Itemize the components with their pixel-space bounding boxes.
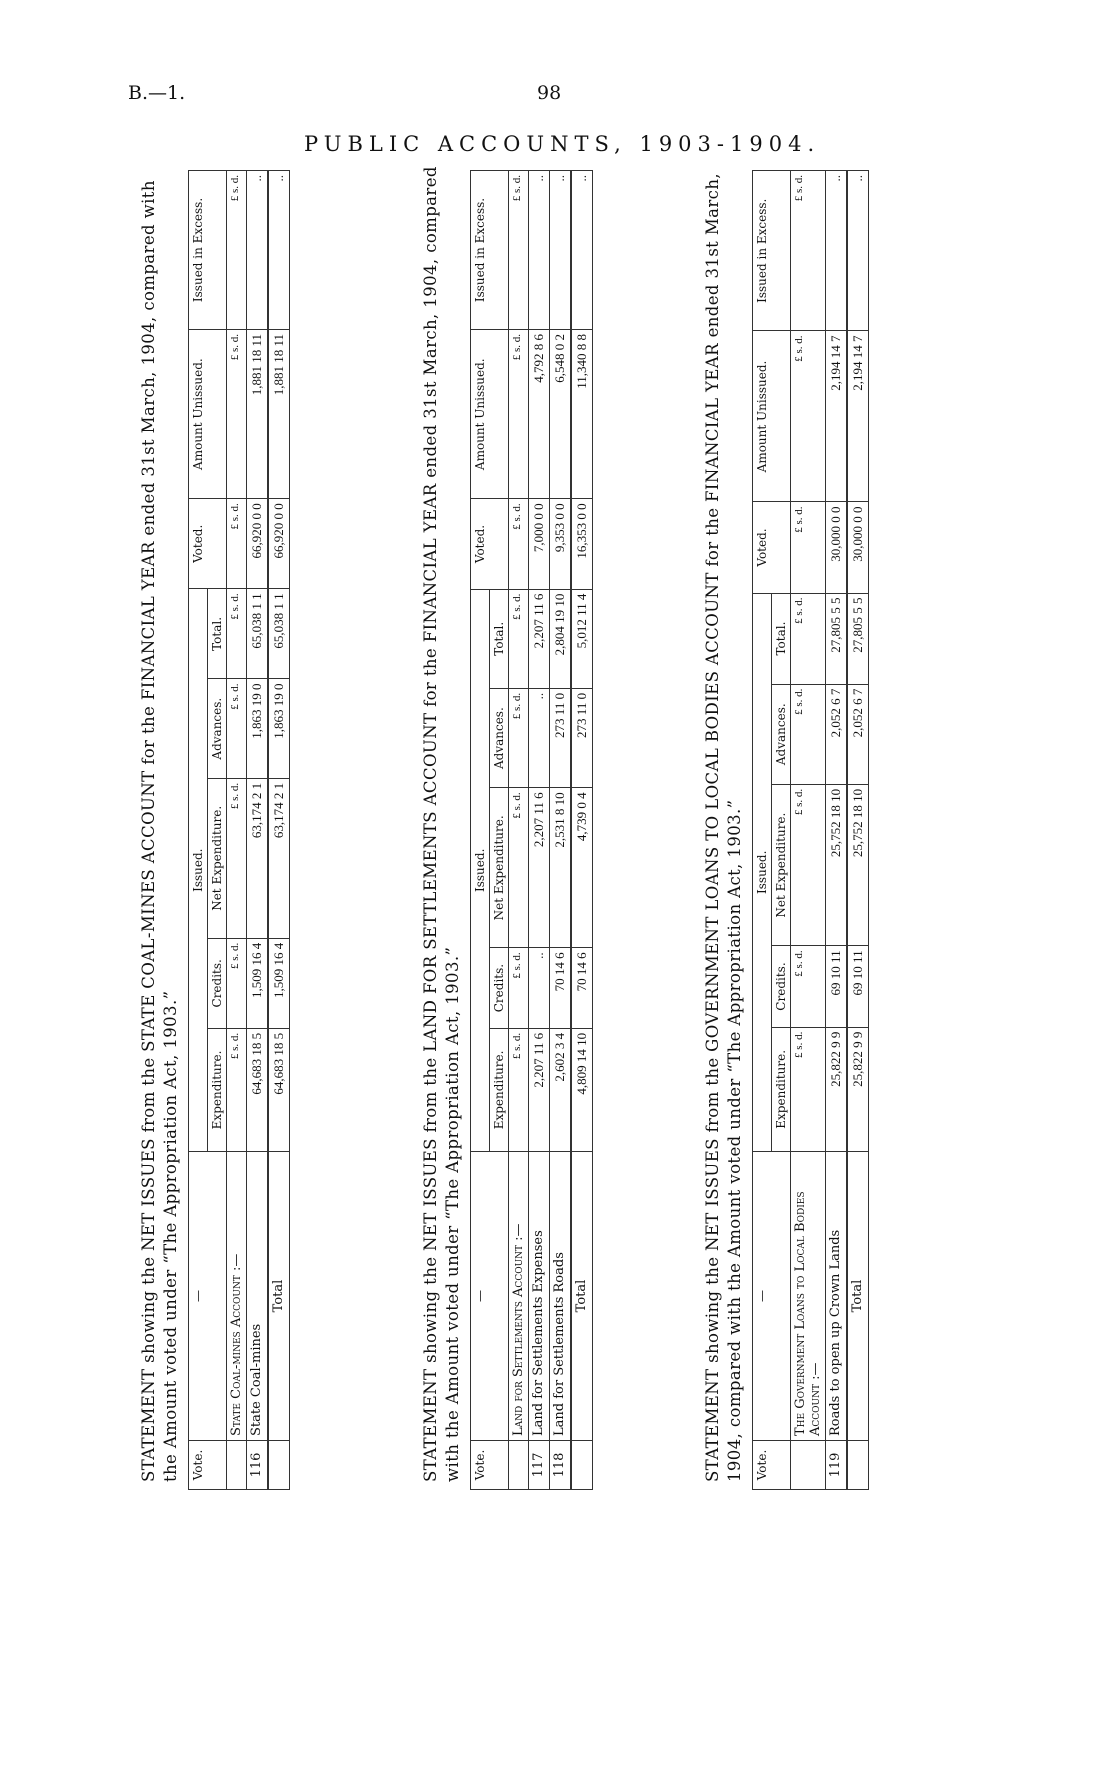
- table-row: [791, 171, 826, 1490]
- col-description: —: [471, 1152, 509, 1441]
- table-row: [826, 171, 848, 1490]
- cell-unissued: 1,881 18 11: [268, 329, 290, 498]
- cell-excess: ..: [826, 171, 848, 332]
- lsd-unit: £ s. d.: [227, 938, 247, 1028]
- lsd-unit: £ s. d.: [509, 171, 529, 330]
- cell-voted: 66,920 0 0: [247, 499, 269, 589]
- cell-total: 27,805 5 5: [826, 593, 848, 684]
- table-row: [550, 171, 572, 1490]
- lsd-unit: £ s. d.: [791, 1027, 826, 1151]
- lsd-unit: £ s. d.: [509, 330, 529, 499]
- cell-unissued: 4,792 8 6: [529, 330, 550, 499]
- statement-local-bodies-loans: [702, 160, 869, 1490]
- cell-total: 2,207 11 6: [529, 589, 550, 688]
- table-row: [227, 171, 247, 1490]
- vote-number: 116: [247, 1441, 269, 1490]
- col-net-expenditure: Net Expenditure.: [772, 784, 791, 946]
- group-label: Land for Settlements Account :—: [511, 1223, 526, 1436]
- cell-net: 2,207 11 6: [529, 788, 550, 948]
- lsd-unit: £ s. d.: [509, 948, 529, 1028]
- col-excess: Issued in Excess.: [753, 171, 791, 332]
- cell-excess: ..: [571, 171, 593, 330]
- row-name: Land for Settlements Expenses: [529, 1152, 550, 1441]
- col-vote: Vote.: [471, 1441, 509, 1490]
- total-row: [847, 171, 869, 1490]
- cell-voted: 9,353 0 0: [550, 499, 572, 589]
- lsd-unit: £ s. d.: [791, 946, 826, 1027]
- cell-voted: 66,920 0 0: [268, 499, 290, 589]
- vote-number: 117: [529, 1441, 550, 1490]
- cell-total: 5,012 11 4: [571, 589, 593, 688]
- lsd-unit: £ s. d.: [509, 788, 529, 948]
- cell-net: 4,739 0 4: [571, 788, 593, 948]
- cell-excess: ..: [268, 171, 290, 330]
- cell-credits: 70 14 6: [571, 948, 593, 1028]
- vote-number: 119: [826, 1441, 848, 1490]
- col-advances: Advances.: [208, 679, 227, 778]
- lsd-unit: £ s. d.: [227, 778, 247, 938]
- cell-voted: 16,353 0 0: [571, 499, 593, 589]
- col-expenditure: Expenditure.: [490, 1028, 509, 1151]
- cell-credits: ..: [529, 948, 550, 1028]
- cell-net: 25,752 18 10: [826, 784, 848, 946]
- lsd-unit: £ s. d.: [227, 171, 247, 330]
- lsd-unit: £ s. d.: [227, 679, 247, 778]
- cell-advances: 273 11 0: [571, 688, 593, 787]
- lsd-unit: £ s. d.: [509, 499, 529, 589]
- col-issued: Issued.: [471, 589, 490, 1151]
- cell-net: 63,174 2 1: [268, 778, 290, 938]
- page-title: PUBLIC ACCOUNTS, 1903-1904.: [304, 132, 821, 156]
- cell-expenditure: 64,683 18 5: [268, 1028, 290, 1151]
- statement-caption: STATEMENT showing the NET ISSUES from the LAND FOR SETTLEMENTS ACCOUNT for the FINANCIAL YEAR ended 31st March, 1904, compared with the Amount voted under “The Appropriation Act, 1903.”: [421, 166, 462, 1482]
- col-total: Total.: [208, 589, 227, 679]
- col-voted: Voted.: [753, 502, 791, 593]
- cell-total: 2,804 19 10: [550, 589, 572, 688]
- total-label: Total: [847, 1152, 869, 1441]
- col-expenditure: Expenditure.: [772, 1027, 791, 1151]
- cell-expenditure: 64,683 18 5: [247, 1028, 269, 1151]
- lsd-unit: £ s. d.: [227, 1028, 247, 1151]
- col-issued: Issued.: [753, 593, 772, 1151]
- cell-expenditure: 2,602 3 4: [550, 1028, 572, 1151]
- col-vote: Vote.: [753, 1441, 791, 1490]
- col-total: Total.: [772, 593, 791, 684]
- lsd-unit: £ s. d.: [509, 589, 529, 688]
- col-unissued: Amount Unissued.: [189, 329, 227, 498]
- col-excess: Issued in Excess.: [189, 171, 227, 330]
- cell-credits: 69 10 11: [847, 946, 869, 1027]
- cell-advances: 1,863 19 0: [268, 679, 290, 778]
- total-row: [571, 171, 593, 1490]
- cell-advances: ..: [529, 688, 550, 787]
- col-unissued: Amount Unissued.: [753, 331, 791, 502]
- lsd-unit: £ s. d.: [509, 688, 529, 787]
- cell-total: 27,805 5 5: [847, 593, 869, 684]
- cell-credits: 70 14 6: [550, 948, 572, 1028]
- total-label: Total: [571, 1152, 593, 1441]
- statement-table: [752, 170, 869, 1490]
- col-advances: Advances.: [772, 684, 791, 784]
- lsd-unit: £ s. d.: [227, 329, 247, 498]
- vote-number: 118: [550, 1441, 572, 1490]
- total-label: Total: [268, 1152, 290, 1441]
- cell-expenditure: 25,822 9 9: [847, 1027, 869, 1151]
- statement-caption: STATEMENT showing the NET ISSUES from the GOVERNMENT LOANS TO LOCAL BODIES ACCOUNT for the FINANCIAL YEAR ended 31st March, 1904, compared with the Amount voted under “The Appropriation Act, 1903.”: [703, 173, 744, 1482]
- col-excess: Issued in Excess.: [471, 171, 509, 330]
- col-voted: Voted.: [471, 499, 509, 589]
- cell-unissued: 1,881 18 11: [247, 329, 269, 498]
- cell-total: 65,038 1 1: [268, 589, 290, 679]
- cell-total: 65,038 1 1: [247, 589, 269, 679]
- statement-table: [188, 170, 290, 1490]
- cell-net: 25,752 18 10: [847, 784, 869, 946]
- group-label: The Government Loans to Local Bodies Account :—: [793, 1191, 823, 1436]
- lsd-unit: £ s. d.: [227, 589, 247, 679]
- document-reference: B.—1.: [128, 82, 186, 104]
- col-description: —: [189, 1152, 227, 1441]
- col-total: Total.: [490, 589, 509, 688]
- table-row: [247, 171, 269, 1490]
- cell-advances: 273 11 0: [550, 688, 572, 787]
- cell-unissued: 11,340 8 8: [571, 330, 593, 499]
- cell-voted: 30,000 0 0: [826, 502, 848, 593]
- col-advances: Advances.: [490, 688, 509, 787]
- cell-advances: 2,052 6 7: [847, 684, 869, 784]
- statement-coal-mines: [138, 160, 290, 1490]
- total-row: [268, 171, 290, 1490]
- cell-unissued: 6,548 0 2: [550, 330, 572, 499]
- cell-advances: 1,863 19 0: [247, 679, 269, 778]
- col-voted: Voted.: [189, 499, 227, 589]
- col-description: —: [753, 1152, 791, 1441]
- col-net-expenditure: Net Expenditure.: [208, 778, 227, 938]
- cell-advances: 2,052 6 7: [826, 684, 848, 784]
- col-vote: Vote.: [189, 1441, 227, 1490]
- cell-voted: 30,000 0 0: [847, 502, 869, 593]
- col-credits: Credits.: [208, 938, 227, 1028]
- cell-excess: ..: [847, 171, 869, 332]
- cell-unissued: 2,194 14 7: [847, 331, 869, 502]
- cell-excess: ..: [247, 171, 269, 330]
- col-credits: Credits.: [490, 948, 509, 1028]
- col-issued: Issued.: [189, 589, 208, 1152]
- cell-credits: 69 10 11: [826, 946, 848, 1027]
- statement-land-settlements: [420, 160, 593, 1490]
- cell-credits: 1,509 16 4: [268, 938, 290, 1028]
- cell-excess: ..: [529, 171, 550, 330]
- statement-table: [470, 170, 593, 1490]
- lsd-unit: £ s. d.: [791, 171, 826, 332]
- lsd-unit: £ s. d.: [227, 499, 247, 589]
- col-unissued: Amount Unissued.: [471, 330, 509, 499]
- lsd-unit: £ s. d.: [791, 331, 826, 502]
- cell-unissued: 2,194 14 7: [826, 331, 848, 502]
- statement-caption: STATEMENT showing the NET ISSUES from the STATE COAL-MINES ACCOUNT for the FINANCIAL YEAR ended 31st March, 1904, compared with the Amount voted under “The Appropriation Act, 1903.”: [139, 180, 180, 1482]
- table-row: [509, 171, 529, 1490]
- cell-expenditure: 2,207 11 6: [529, 1028, 550, 1151]
- group-label: State Coal-mines Account :—: [229, 1253, 244, 1436]
- lsd-unit: £ s. d.: [791, 784, 826, 946]
- cell-net: 63,174 2 1: [247, 778, 269, 938]
- cell-expenditure: 25,822 9 9: [826, 1027, 848, 1151]
- lsd-unit: £ s. d.: [791, 502, 826, 593]
- page-number: 98: [537, 82, 562, 104]
- lsd-unit: £ s. d.: [509, 1028, 529, 1151]
- table-row: [529, 171, 550, 1490]
- lsd-unit: £ s. d.: [791, 593, 826, 684]
- lsd-unit: £ s. d.: [791, 684, 826, 784]
- cell-expenditure: 4,809 14 10: [571, 1028, 593, 1151]
- row-name: State Coal-mines: [247, 1152, 269, 1441]
- col-expenditure: Expenditure.: [208, 1028, 227, 1151]
- cell-credits: 1,509 16 4: [247, 938, 269, 1028]
- cell-excess: ..: [550, 171, 572, 330]
- cell-voted: 7,000 0 0: [529, 499, 550, 589]
- row-name: Land for Settlements Roads: [550, 1152, 572, 1441]
- col-credits: Credits.: [772, 946, 791, 1027]
- cell-net: 2,531 8 10: [550, 788, 572, 948]
- col-net-expenditure: Net Expenditure.: [490, 788, 509, 948]
- row-name: Roads to open up Crown Lands: [826, 1152, 848, 1441]
